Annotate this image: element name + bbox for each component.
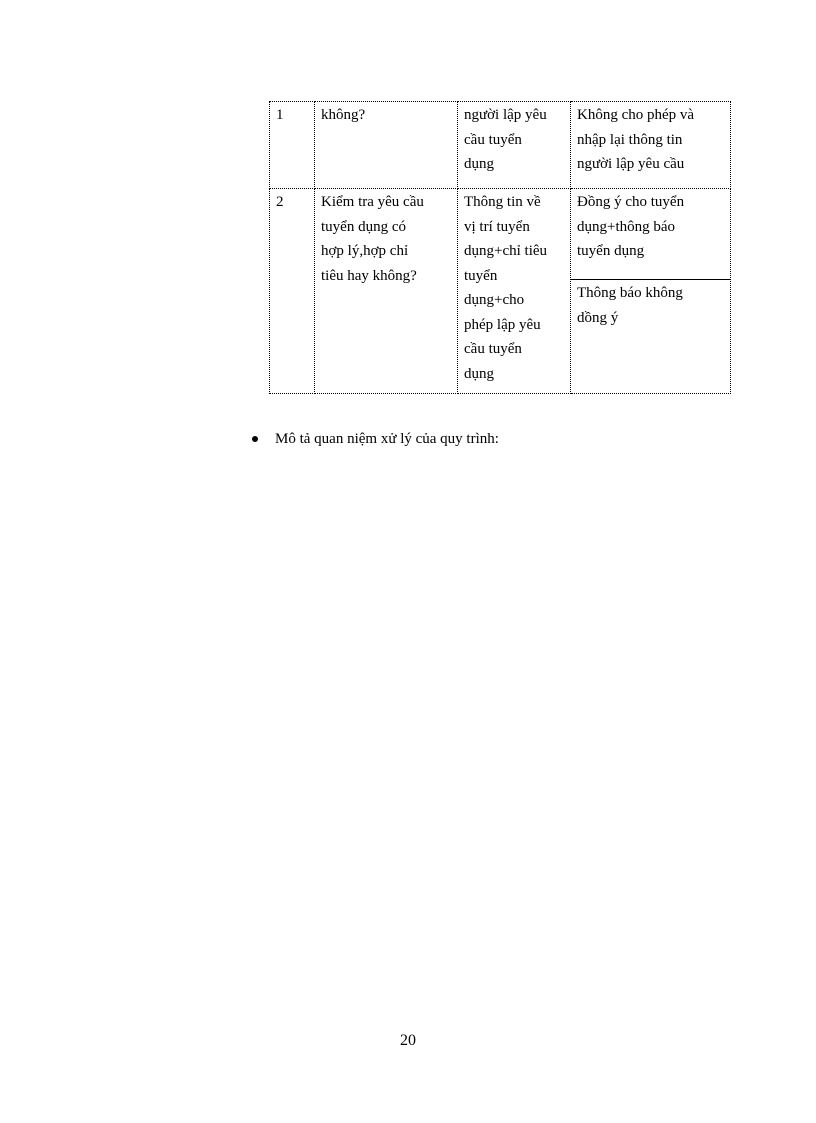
- output-text: Đồng ý cho tuyển dụng+thông báo tuyển dụng: [577, 194, 685, 259]
- table-row: [270, 102, 731, 189]
- output-text: Thông báo không dồng ý: [577, 285, 683, 326]
- bullet-item: [252, 427, 499, 451]
- step-number: 1: [276, 107, 284, 123]
- bullet-text: Mô tả quan niệm xử lý của quy trình:: [275, 431, 499, 447]
- step-number-cell: [270, 189, 315, 394]
- input-cell: [458, 189, 571, 394]
- step-number-cell: [270, 102, 315, 189]
- step-number: 2: [276, 194, 284, 210]
- output-agree: [571, 189, 730, 280]
- question-cell: [315, 102, 458, 189]
- input-text: Thông tin về vị trí tuyển dụng+chỉ tiêu tuyển dụng+cho phép lập yêu cầu tuyển dụng: [464, 194, 548, 382]
- input-text: người lập yêu cầu tuyển dụng: [464, 107, 547, 172]
- output-cell: [571, 189, 731, 394]
- question-cell: [315, 189, 458, 394]
- question-text: không?: [321, 107, 366, 123]
- output-text: Không cho phép và nhập lại thông tin người lập yêu cầu: [577, 107, 695, 172]
- output-stack: [571, 189, 730, 393]
- process-table: [269, 101, 731, 394]
- output-disagree: [571, 280, 730, 393]
- page-number: 20: [400, 1032, 416, 1049]
- bullet-icon: [252, 436, 258, 442]
- table-row: [270, 189, 731, 394]
- output-cell: [571, 102, 731, 189]
- input-cell: [458, 102, 571, 189]
- question-text: Kiểm tra yêu cầu tuyển dụng có hợp lý,hợp chỉ tiêu hay không?: [321, 194, 424, 284]
